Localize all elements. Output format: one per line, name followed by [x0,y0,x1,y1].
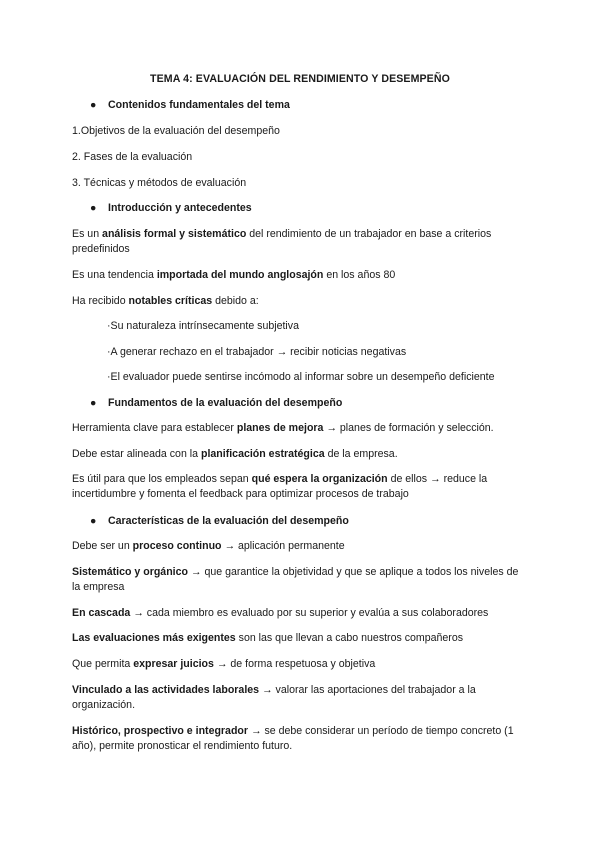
paragraph: Debe ser un proceso continuo → aplicación permanente [72,540,345,552]
paragraph: Histórico, prospectivo e integrador → se debe considerar un período de tiempo concreto (1 año), permite pronosticar el rendimiento futuro. [72,725,514,752]
paragraph: Vinculado a las actividades laborales → valorar las aportaciones del trabajador a la organización. [72,684,476,711]
document-page: TEMA 4: EVALUACIÓN DEL RENDIMIENTO Y DESEMPEÑO ● Contenidos fundamentales del tema 1.Objetivos de la evaluación del desempeño 2. Fases de la evaluación 3. Técnicas y métodos de evaluación ● Introducción y antecedentes Es un análisis formal y sistemático del rendimiento de un trabajador en base a criterios predefinidos Es una tendencia importada del mundo anglosajón en los años 80 Ha recibido notables críticas debido a: ·Su naturaleza intrínsecamente subjetiva ·A generar rechazo en el trabajador → recibir noticias negativas ·El evaluador puede sentirse incómodo al informar sobre un desempeño deficiente ● Fundamentos de la evaluación del desempeño Herramienta clave para establecer planes de mejora → planes de formación y selección. Debe estar alineada con la planificación estratégica de la empresa. Es útil para que los empleados sepan qué espera la organización de ellos → reduce la incertidumbre y fomenta el feedback para optimizar procesos de trabajo ● Características de la evaluación del desempeño Debe ser un proceso continuo → aplicación permanente Sistemático y orgánico → que garantice la objetividad y que se aplique a todos los niveles de la empresa En cascada → cada miembro es evaluado por su superior y evalúa a sus colaboradores Las evaluaciones más exigentes son las que llevan a cabo nuestros compañeros Que permita expresar juicios → de forma respetuosa y objetiva Vinculado a las actividades laborales → valorar las aportaciones del trabajador a la organización. Histórico, prospectivo e integrador → se debe considerar un período de tiempo concreto (1 año), permite pronosticar el rendimiento futuro. [0,0,600,848]
bullet-icon: ● [90,397,97,409]
paragraph: Las evaluaciones más exigentes son las que llevan a cabo nuestros compañeros [72,632,464,644]
list-item: 1.Objetivos de la evaluación del desempeño [72,125,280,137]
paragraph: Sistemático y orgánico → que garantice la objetividad y que se aplique a todos los niveles de la empresa [72,566,519,593]
list-item: 3. Técnicas y métodos de evaluación [72,177,247,189]
list-item: 2. Fases de la evaluación [72,151,193,163]
paragraph: Es útil para que los empleados sepan qué espera la organización de ellos → reduce la incertidumbre y fomenta el feedback para optimizar procesos de trabajo [72,473,488,500]
sub-item: ·A generar rechazo en el trabajador → recibir noticias negativas [107,346,407,358]
paragraph: Es un análisis formal y sistemático del rendimiento de un trabajador en base a criterios predefinidos [72,228,492,255]
sub-item: ·Su naturaleza intrínsecamente subjetiva [107,320,299,332]
paragraph: Debe estar alineada con la planificación estratégica de la empresa. [72,448,398,460]
page-title: TEMA 4: EVALUACIÓN DEL RENDIMIENTO Y DESEMPEÑO [150,73,450,85]
paragraph: En cascada → cada miembro es evaluado por su superior y evalúa a sus colaboradores [72,607,489,619]
bullet-icon: ● [90,202,97,214]
sub-item: ·El evaluador puede sentirse incómodo al informar sobre un desempeño deficiente [107,371,495,383]
paragraph: Que permita expresar juicios → de forma respetuosa y objetiva [72,658,376,670]
paragraph: Es una tendencia importada del mundo anglosajón en los años 80 [72,269,396,281]
bullet-icon: ● [90,515,97,527]
paragraph: Herramienta clave para establecer planes de mejora → planes de formación y selección. [72,422,494,434]
bullet-icon: ● [90,99,97,111]
paragraph: Ha recibido notables críticas debido a: [72,295,259,307]
